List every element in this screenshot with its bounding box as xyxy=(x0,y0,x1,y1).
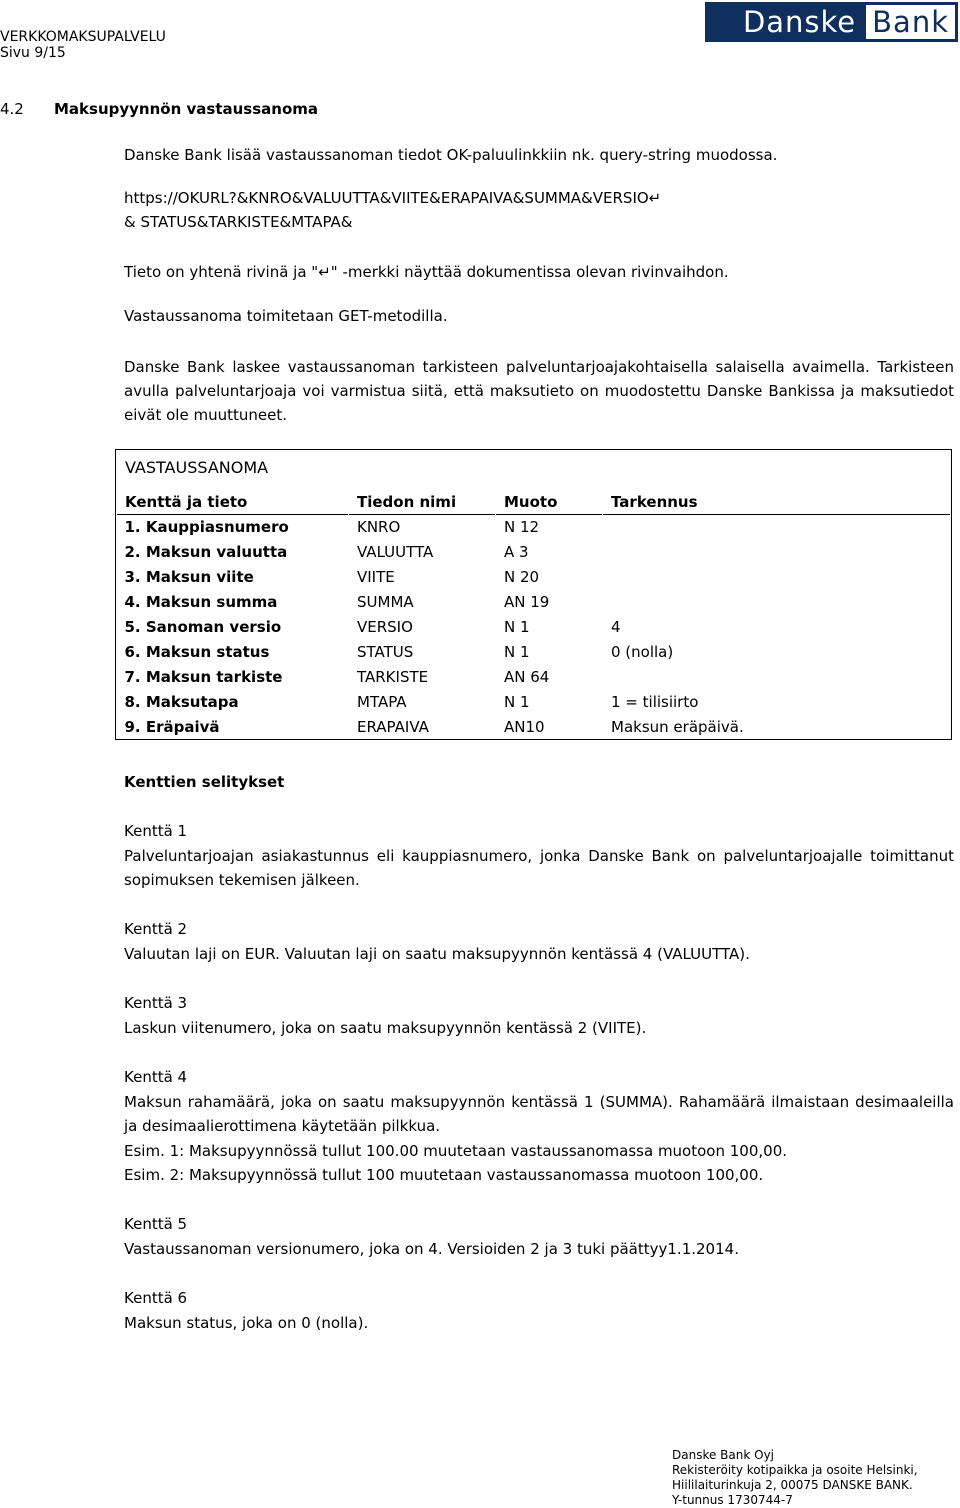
field-2-text: Valuutan laji on EUR. Valuutan laji on saatu maksupyynnön kentässä 4 (VALUUTTA). xyxy=(124,945,750,963)
page-number: Sivu 9/15 xyxy=(0,45,66,61)
logo-word-bank: Bank xyxy=(864,2,958,42)
footer-line-2: Rekisteröity kotipaikka ja osoite Helsinki, xyxy=(672,1463,918,1477)
footer-line-3: Hiililaiturinkuja 2, 00075 DANSKE BANK. xyxy=(672,1478,913,1492)
footer-company: Danske Bank Oyj xyxy=(672,1448,775,1462)
cell-detail xyxy=(603,540,951,565)
cell-format: A 3 xyxy=(496,540,603,565)
cell-name: TARKISTE xyxy=(349,665,496,690)
response-table xyxy=(115,449,952,740)
cell-field: 7. Maksun tarkiste xyxy=(117,665,349,690)
field-5-text: Vastaussanoman versionumero, joka on 4. Versioiden 2 ja 3 tuki päättyy1.1.2014. xyxy=(124,1240,739,1258)
cell-name: ERAPAIVA xyxy=(349,715,496,740)
cell-name: KNRO xyxy=(349,515,496,540)
field-2-title: Kenttä 2 xyxy=(124,920,188,938)
explanations-heading: Kenttien selitykset xyxy=(124,773,285,791)
cell-detail: 1 = tilisiirto xyxy=(603,690,951,715)
field-1-text: Palveluntarjoajan asiakastunnus eli kauppiasnumero, jonka Danske Bank on palveluntarjoajalle toimittanut sopimuksen tekemisen jälkeen. xyxy=(124,847,954,889)
intro-text: Danske Bank lisää vastaussanoman tiedot OK-paluulinkkiin nk. query-string muodossa. xyxy=(124,146,778,164)
col-header-name: Tiedon nimi xyxy=(357,493,457,511)
field-6-text: Maksun status, joka on 0 (nolla). xyxy=(124,1314,369,1332)
cell-format: N 12 xyxy=(496,515,603,540)
cell-name: SUMMA xyxy=(349,590,496,615)
url-line-2: & STATUS&TARKISTE&MTAPA& xyxy=(124,213,353,231)
table-header-row xyxy=(117,490,951,515)
cell-field: 2. Maksun valuutta xyxy=(117,540,349,565)
field-6-title: Kenttä 6 xyxy=(124,1289,188,1307)
cell-detail: 4 xyxy=(603,615,951,640)
footer-business-id: Y-tunnus 1730744-7 xyxy=(672,1493,793,1507)
field-3-text: Laskun viitenumero, joka on saatu maksupyynnön kentässä 2 (VIITE). xyxy=(124,1019,647,1037)
col-header-field: Kenttä ja tieto xyxy=(125,493,248,511)
danske-bank-logo xyxy=(705,2,958,42)
cell-detail xyxy=(603,565,951,590)
field-4-example-1: Esim. 1: Maksupyynnössä tullut 100.00 muutetaan vastaussanomassa muotoon 100,00. xyxy=(124,1142,788,1160)
section-title: Maksupyynnön vastaussanoma xyxy=(54,100,319,118)
cell-format: AN 19 xyxy=(496,590,603,615)
cell-format: N 1 xyxy=(496,615,603,640)
col-header-detail: Tarkennus xyxy=(611,493,698,511)
table-row xyxy=(117,715,951,740)
table-row xyxy=(117,615,951,640)
service-name: VERKKOMAKSUPALVELU xyxy=(0,29,166,45)
url-line-1: https://OKURL?&KNRO&VALUUTTA&VIITE&ERAPAIVA&SUMMA&VERSIO↵ xyxy=(124,189,662,207)
field-4-title: Kenttä 4 xyxy=(124,1068,188,1086)
cell-name: VERSIO xyxy=(349,615,496,640)
footer-address xyxy=(672,1448,918,1508)
cell-format: N 1 xyxy=(496,640,603,665)
table-row xyxy=(117,640,951,665)
cell-format: AN 64 xyxy=(496,665,603,690)
table-row xyxy=(117,515,951,540)
section-heading xyxy=(0,100,318,118)
cell-field: 9. Eräpaivä xyxy=(117,715,349,740)
table-row xyxy=(117,590,951,615)
cell-detail: 0 (nolla) xyxy=(603,640,951,665)
table-row xyxy=(117,540,951,565)
linebreak-note: Tieto on yhtenä rivinä ja "↵" -merkki näyttää dokumentissa olevan rivinvaihdon. xyxy=(124,263,729,281)
cell-field: 5. Sanoman versio xyxy=(117,615,349,640)
cell-field: 1. Kauppiasnumero xyxy=(117,515,349,540)
cell-detail xyxy=(603,515,951,540)
field-3-title: Kenttä 3 xyxy=(124,994,188,1012)
cell-detail xyxy=(603,590,951,615)
cell-field: 6. Maksun status xyxy=(117,640,349,665)
cell-format: N 1 xyxy=(496,690,603,715)
table-row xyxy=(117,690,951,715)
table-title: VASTAUSSANOMA xyxy=(125,458,269,477)
cell-name: VIITE xyxy=(349,565,496,590)
cell-name: STATUS xyxy=(349,640,496,665)
response-fields-grid xyxy=(116,489,951,740)
checksum-paragraph: Danske Bank laskee vastaussanoman tarkisteen palveluntarjoajakohtaisella salaisella avaimella. Tarkisteen avulla palveluntarjoaja voi varmistua siitä, että maksutieto on muodostettu Danske Bankissa ja maksutiedot eivät ole muuttuneet. xyxy=(124,358,954,424)
cell-field: 8. Maksutapa xyxy=(117,690,349,715)
col-header-format: Muoto xyxy=(504,493,558,511)
cell-format: AN10 xyxy=(496,715,603,740)
cell-format: N 20 xyxy=(496,565,603,590)
cell-name: MTAPA xyxy=(349,690,496,715)
field-4-example-2: Esim. 2: Maksupyynnössä tullut 100 muutetaan vastaussanomassa muotoon 100,00. xyxy=(124,1166,764,1184)
field-1-title: Kenttä 1 xyxy=(124,822,188,840)
cell-name: VALUUTTA xyxy=(349,540,496,565)
field-4-text: Maksun rahamäärä, joka on saatu maksupyynnön kentässä 1 (SUMMA). Rahamäärä ilmaistaan desimaaleilla ja desimaalierottimena käytetään pilkkua. xyxy=(124,1093,954,1135)
cell-detail: Maksun eräpäivä. xyxy=(603,715,951,740)
table-row xyxy=(117,565,951,590)
method-text: Vastaussanoma toimitetaan GET-metodilla. xyxy=(124,307,448,325)
cell-field: 4. Maksun summa xyxy=(117,590,349,615)
logo-word-danske: Danske xyxy=(742,5,857,39)
cell-detail xyxy=(603,665,951,690)
section-number: 4.2 xyxy=(0,100,24,118)
table-row xyxy=(117,665,951,690)
field-5-title: Kenttä 5 xyxy=(124,1215,188,1233)
cell-field: 3. Maksun viite xyxy=(117,565,349,590)
